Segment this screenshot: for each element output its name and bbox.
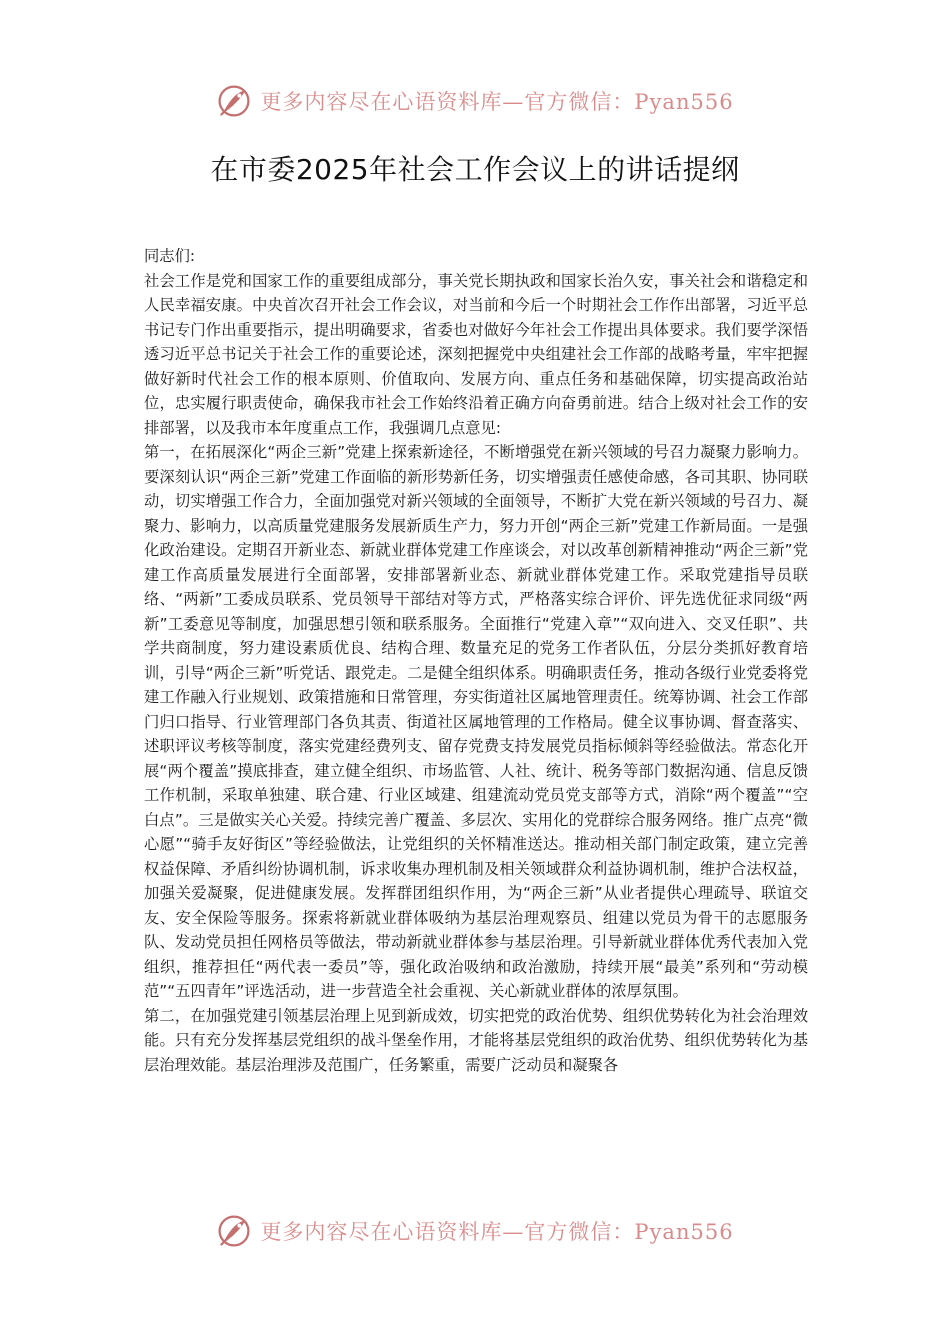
document-body bbox=[144, 244, 808, 1077]
footer-watermark-banner bbox=[0, 1208, 950, 1254]
header-watermark-banner bbox=[0, 78, 950, 124]
body-paragraph: 第二，在加强党建引领基层治理上见到新成效，切实把党的政治优势、组织优势转化为社会治理效能。只有充分发挥基层党组织的战斗堡垒作用，才能将基层党组织的政治优势、组织优势转化为基层治理效能。基层治理涉及范围广，任务繁重，需要广泛动员和凝聚各 bbox=[144, 1006, 808, 1074]
watermark-text: 更多内容尽在心语资料库—官方微信：Pyan556 bbox=[260, 90, 734, 114]
body-paragraph: 社会工作是党和国家工作的重要组成部分，事关党长期执政和国家长治久安，事关社会和谐稳定和人民幸福安康。中央首次召开社会工作会议，对当前和今后一个时期社会工作作出部署，习近平总书记专门作出重要指示，提出明确要求，省委也对做好今年社会工作提出具体要求。我们要学深悟透习近平总书记关于社会工作的重要论述，深刻把握党中央组建社会工作部的战略考量，牢牢把握做好新时代社会工作的根本原则、价值取向、发展方向、重点任务和基础保障，切实提高政治站位，忠实履行职责使命，确保我市社会工作始终沿着正确方向奋勇前进。结合上级对社会工作的安排部署，以及我市本年度重点工作，我强调几点意见: bbox=[144, 271, 808, 437]
body-paragraph: 第一，在拓展深化“两企三新”党建上探索新途径，不断增强党在新兴领域的号召力凝聚力影响力。要深刻认识“两企三新”党建工作面临的新形势新任务，切实增强责任感使命感，各司其职、协同联动，切实增强工作合力，全面加强党对新兴领域的全面领导，不断扩大党在新兴领域的号召力、凝聚力、影响力，以高质量党建服务发展新质生产力，努力开创“两企三新”党建工作新局面。一是强化政治建设。定期召开新业态、新就业群体党建工作座谈会，对以改革创新精神推动“两企三新”党建工作高质量发展进行全面部署，安排部署新业态、新就业群体党建工作。采取党建指导员联络、“两新”工委成员联系、党员领导干部结对等方式，严格落实综合评价、评先选优征求同级“两新”工委意见等制度，加强思想引领和联系服务。全面推行“党建入章”“双向进入、交叉任职”、共学共商制度，努力建设素质优良、结构合理、数量充足的党务工作者队伍，分层分类抓好教育培训，引导“两企三新”听党话、跟党走。二是健全组织体系。明确职责任务，推动各级行业党委将党建工作融入行业规划、政策措施和日常管理，夯实街道社区属地管理责任。统筹协调、社会工作部门归口指导、行业管理部门各负其责、街道社区属地管理的工作格局。健全议事协调、督查落实、述职评议考核等制度，落实党建经费列支、留存党费支持发展党员指标倾斜等经验做法。常态化开展“两个覆盖”摸底排查，建立健全组织、市场监管、人社、统计、税务等部门数据沟通、信息反馈工作机制，采取单独建、联合建、行业区域建、组建流动党员党支部等方式，消除“两个覆盖”“空白点”。三是做实关心关爱。持续完善广覆盖、多层次、实用化的党群综合服务网络。推广点亮“微心愿”“骑手友好街区”等经验做法，让党组织的关怀精准送达。推动相关部门制定政策，建立完善权益保障、矛盾纠纷协调机制，诉求收集办理机制及相关领域群众利益协调机制，维护合法权益，加强关爱凝聚，促进健康发展。发挥群团组织作用，为“两企三新”从业者提供心理疏导、联谊交友、安全保险等服务。探索将新就业群体吸纳为基层治理观察员、组建以党员为骨干的志愿服务队、发动党员担任网格员等做法，带动新就业群体参与基层治理。引导新就业群体优秀代表加入党组织，推荐担任“两代表一委员”等，强化政治吸纳和政治激励，持续开展“最美”系列和“劳动模范”“五四青年”评选活动，进一步营造全社会重视、关心新就业群体的浓厚氛围。 bbox=[144, 443, 808, 1000]
watermark-text: 更多内容尽在心语资料库—官方微信：Pyan556 bbox=[260, 1220, 734, 1244]
document-title: 在市委2025年社会工作会议上的讲话提纲 bbox=[210, 153, 740, 186]
pen-ink-logo-icon bbox=[216, 1213, 252, 1249]
salutation: 同志们: bbox=[144, 247, 196, 265]
pen-ink-logo-icon bbox=[216, 83, 252, 119]
